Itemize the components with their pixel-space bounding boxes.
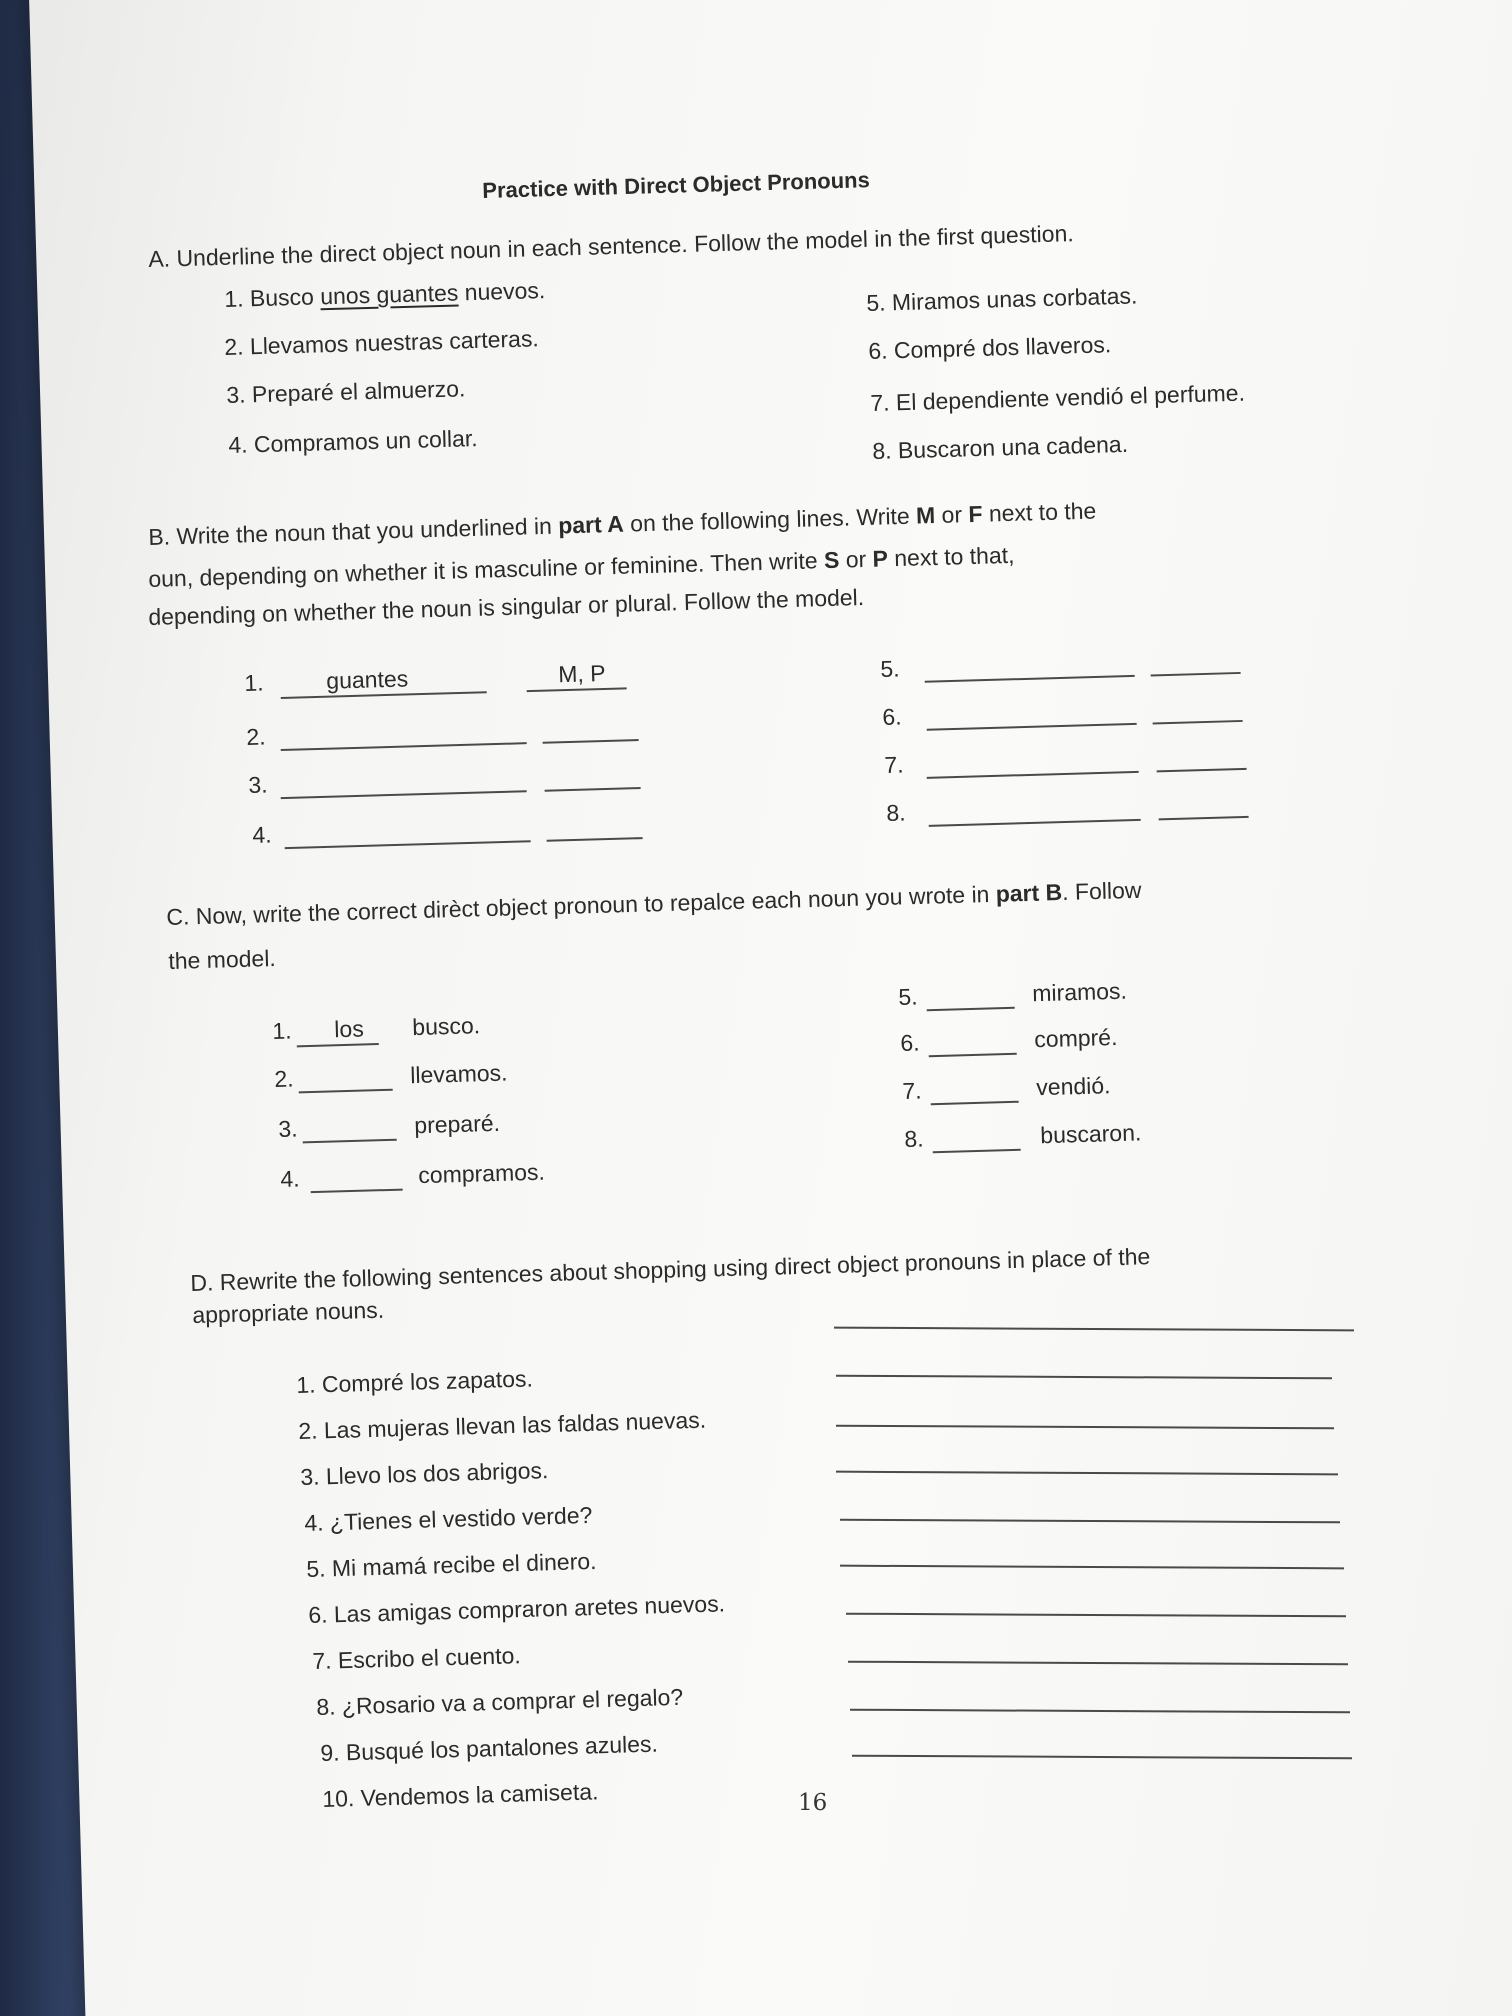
item-verb: buscaron. (1039, 1119, 1142, 1149)
item-number: 6. (882, 703, 902, 730)
item-number: 5. (866, 289, 886, 316)
answer-line[interactable] (840, 1565, 1344, 1570)
answer-line[interactable] (545, 787, 641, 792)
item-text: Preparé el almuerzo. (251, 375, 466, 408)
item-verb: vendió. (1035, 1072, 1111, 1101)
model-underlined-noun: unos guantes (319, 279, 459, 310)
item-number: 2. (274, 1065, 294, 1092)
answer-line[interactable] (927, 1007, 1015, 1011)
item-verb: llevamos. (409, 1059, 508, 1089)
item-verb: compré. (1033, 1023, 1118, 1053)
part-a-item-7 (870, 380, 1245, 417)
item-number: 8. (872, 437, 892, 464)
answer-line[interactable] (927, 771, 1139, 779)
answer-line[interactable] (543, 739, 639, 744)
item-number: 3. (226, 381, 246, 408)
answer-line[interactable] (527, 687, 627, 692)
text: on the following lines. Write (623, 502, 917, 537)
part-b-instruction-line-3: depending on whether the noun is singular or plural. Follow the model. (148, 584, 865, 630)
bold-text: part B (995, 878, 1063, 907)
item-verb: busco. (411, 1012, 481, 1041)
part-a-item-6 (868, 331, 1112, 365)
part-b-instruction-line-2 (148, 542, 1015, 593)
item-number: 8. (886, 799, 906, 826)
item-number: 4. (228, 431, 248, 458)
answer-line[interactable] (852, 1755, 1352, 1760)
text: B. Write the noun that you underlined in (148, 512, 559, 550)
item-number: 1. (244, 669, 264, 696)
part-a-item-2 (224, 325, 539, 361)
item-number: 3. (248, 771, 268, 798)
part-d-instruction-line-1: D. Rewrite the following sentences about shopping using direct object pronouns in place of the (190, 1243, 1151, 1296)
answer-line[interactable] (927, 723, 1137, 731)
answer-line[interactable] (846, 1613, 1346, 1618)
answer-line[interactable] (1157, 768, 1247, 773)
model-gender-number-answer: M, P (557, 659, 606, 688)
bold-text: M (915, 502, 936, 529)
part-d-item-7: 7. Escribo el cuento. (312, 1642, 522, 1674)
answer-line[interactable] (931, 1101, 1019, 1105)
part-d-item-10: 10. Vendemos la camiseta. (322, 1778, 599, 1812)
answer-line[interactable] (834, 1327, 1354, 1332)
item-text: Busco (249, 283, 321, 312)
part-a-item-5 (866, 282, 1138, 317)
answer-line[interactable] (925, 675, 1135, 683)
answer-line[interactable] (299, 1089, 393, 1094)
item-number: 1. (224, 285, 244, 312)
text: or (838, 545, 873, 573)
bold-text: P (872, 545, 889, 572)
item-number: 5. (880, 655, 900, 682)
item-number: 7. (902, 1077, 922, 1104)
answer-line[interactable] (836, 1425, 1334, 1430)
answer-line[interactable] (836, 1375, 1332, 1380)
item-text: Miramos unas corbatas. (891, 282, 1138, 316)
item-text: El dependiente vendió el perfume. (895, 379, 1246, 416)
item-text: Buscaron una cadena. (897, 430, 1129, 464)
bold-text: S (823, 546, 840, 574)
answer-line[interactable] (848, 1661, 1348, 1666)
item-number: 8. (904, 1125, 924, 1152)
answer-line[interactable] (303, 1139, 397, 1144)
item-text: Compré dos llaveros. (893, 331, 1112, 364)
item-number: 4. (280, 1165, 300, 1192)
item-number: 7. (884, 751, 904, 778)
answer-line[interactable] (840, 1519, 1340, 1524)
item-number: 3. (278, 1115, 298, 1142)
bold-text: F (968, 500, 983, 528)
part-d-instruction-line-2: appropriate nouns. (192, 1296, 385, 1328)
answer-line[interactable] (311, 1189, 403, 1194)
part-a-item-8 (872, 431, 1128, 465)
answer-line[interactable] (850, 1709, 1350, 1714)
part-a-item-1 (224, 277, 546, 313)
item-text: nuevos. (457, 277, 546, 306)
part-d-item-2: 2. Las mujeras llevan las faldas nuevas. (298, 1406, 707, 1444)
part-c-instruction-line-1 (166, 877, 1142, 931)
item-number: 1. (272, 1017, 292, 1044)
item-text: Llevamos nuestras carteras. (249, 325, 540, 360)
page-number: 16 (798, 1790, 828, 1816)
part-d-item-9: 9. Busqué los pantalones azules. (320, 1730, 659, 1766)
text: next to the (982, 497, 1097, 527)
answer-line[interactable] (281, 742, 527, 751)
bold-text: part A (557, 510, 625, 539)
model-noun-answer: guantes (325, 665, 409, 694)
text: or (934, 501, 969, 529)
part-a-instruction: A. Underline the direct object noun in each sentence. Follow the model in the first question. (148, 220, 1075, 272)
part-c-instruction-line-2: the model. (168, 945, 277, 974)
item-number: 5. (898, 983, 918, 1010)
item-verb: preparé. (413, 1109, 501, 1139)
page-title: Practice with Direct Object Pronouns (482, 167, 871, 203)
item-number: 2. (246, 723, 266, 750)
answer-line[interactable] (547, 837, 643, 842)
answer-line[interactable] (836, 1471, 1338, 1476)
text: . Follow (1061, 876, 1142, 905)
answer-line[interactable] (281, 790, 527, 799)
answer-line[interactable] (1159, 816, 1249, 821)
part-d-item-3: 3. Llevo los dos abrigos. (300, 1457, 549, 1490)
part-d-item-6: 6. Las amigas compraron aretes nuevos. (308, 1590, 726, 1628)
text: C. Now, write the correct dirèct object pronoun to repalce each noun you wrote in (166, 880, 997, 930)
part-d-item-5: 5. Mi mamá recibe el dinero. (306, 1547, 597, 1582)
item-number: 7. (870, 389, 890, 416)
part-a-item-3 (226, 375, 466, 409)
part-d-item-1: 1. Compré los zapatos. (296, 1365, 534, 1398)
part-d-item-8: 8. ¿Rosario va a comprar el regalo? (316, 1683, 684, 1720)
item-text: Compramos un collar. (253, 425, 478, 458)
answer-line[interactable] (285, 840, 531, 849)
answer-line[interactable] (933, 1149, 1021, 1153)
item-number: 6. (868, 337, 888, 364)
answer-line[interactable] (929, 819, 1141, 827)
text: oun, depending on whether it is masculine or feminine. Then write (148, 547, 825, 592)
part-d-item-4: 4. ¿Tienes el vestido verde? (304, 1501, 593, 1536)
part-a-item-4 (228, 425, 478, 459)
answer-line[interactable] (929, 1053, 1017, 1057)
item-verb: compramos. (417, 1158, 546, 1189)
answer-line[interactable] (1151, 672, 1241, 677)
item-number: 2. (224, 333, 244, 360)
item-number: 6. (900, 1029, 920, 1056)
answer-line[interactable] (1153, 720, 1243, 725)
model-pronoun-answer: los (333, 1015, 365, 1043)
item-verb: miramos. (1031, 977, 1128, 1007)
answer-line[interactable] (297, 1043, 379, 1047)
item-number: 4. (252, 821, 272, 848)
text: next to that, (887, 541, 1015, 572)
